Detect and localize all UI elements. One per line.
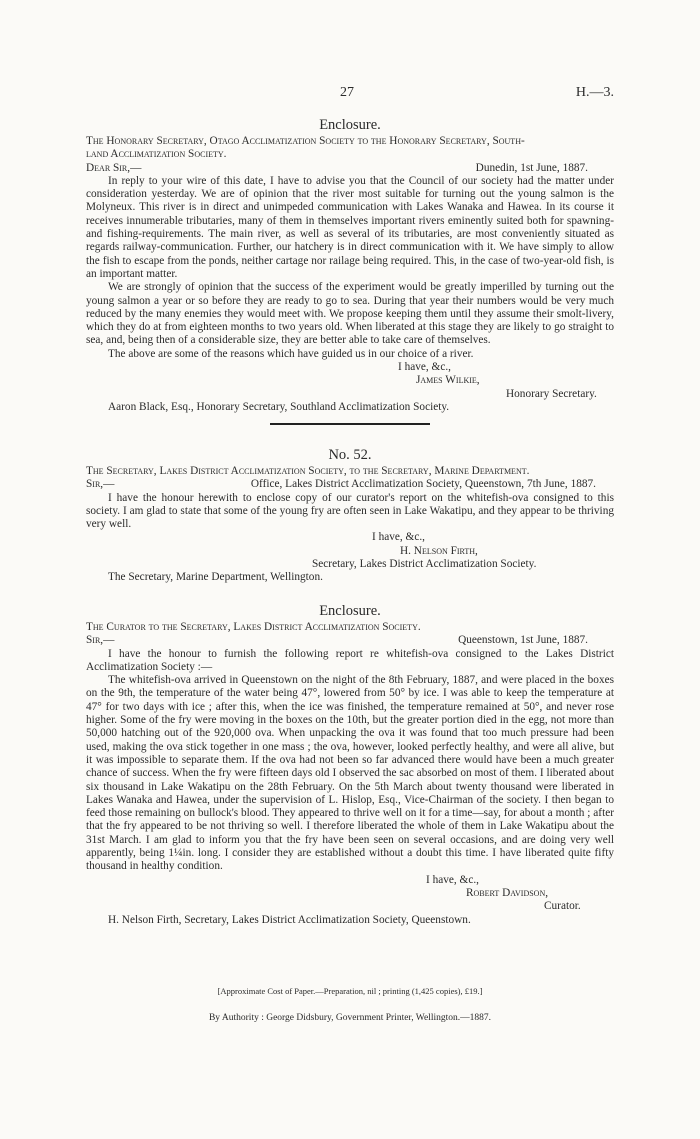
- signer-name: James Wilkie,: [416, 374, 480, 387]
- from-line: The Honorary Secretary, Otago Acclimatization Society to the Honorary Secretary, South-: [86, 135, 525, 147]
- letter-no-52: [86, 446, 614, 585]
- place-date: Queenstown, 1st June, 1887.: [458, 634, 588, 647]
- signer-title: Secretary, Lakes District Acclimatization Society.: [312, 558, 537, 571]
- from-line-cont: land Acclimatization Society.: [86, 148, 227, 161]
- body-paragraph: The above are some of the reasons which have guided us in our choice of a river.: [108, 347, 474, 360]
- addressee: The Secretary, Marine Department, Wellington.: [108, 571, 323, 584]
- enclosure-curator: [86, 602, 614, 927]
- from-line: The Curator to the Secretary, Lakes District Acclimatization Society.: [86, 621, 421, 633]
- place-date: Office, Lakes District Acclimatization Society, Queenstown, 7th June, 1887.: [250, 478, 596, 491]
- salutation: Sir,—: [86, 478, 115, 491]
- closing: I have, &c.,: [426, 873, 480, 886]
- closing: I have, &c.,: [372, 531, 426, 544]
- closing: I have, &c.,: [398, 361, 452, 374]
- cost-note: [Approximate Cost of Paper.—Preparation, nil ; printing (1,425 copies), £19.]: [217, 986, 483, 996]
- enclosure-otago: [86, 116, 614, 433]
- enclosure-heading: Enclosure.: [319, 117, 381, 133]
- salutation: Dear Sir,—: [86, 161, 142, 174]
- section-divider: [270, 423, 430, 425]
- body-paragraph: The whitefish-ova arrived in Queenstown on the night of the 8th February, 1887, and were placed in the boxes on the 9th, the temperature of the water being 47°, lowered from 50° by ice. I was able to keep the temperature at 47° for two days with ice ; after this, when the ice was finished, the temperature remained at 50°, and never rose higher. Some of the fry were moving in the boxes on the 10th, but the greater portion died in the egg, not more than 50,000 hatching out of the 920,000 ova. When unpacking the ova it was found that too much pressure had been used, making the ova stick together in one mass ; the ova, however, looked perfectly healthy, and were all alive, but it was impossible to separate them. If the ova had not been so far advanced there would have been a much greater chance of success. When the fry were fifteen days old I observed the sac absorbed on most of them. I liberated about six thousand in Lake Wakatipu on the 28th February. On the 5th March about twenty thousand were liberated in Lakes Wanaka and Hawea, under the supervision of L. Hislop, Esq., Vice-Chairman of the society. I then began to feed those remaining on bullock's blood. They appeared to thrive well on it for a time—say, for about a month ; after that the fry appeared to be not thriving so well. I therefore liberated the whole of them in Lake Wakatipu about the 31st March. I am glad to inform you that the fry have been seen on several occasions, and are doing very well apparently, being 1¼in. long. I consider they are established without a doubt this time. I have liberated quite fifty thousand in healthy condition.: [86, 674, 614, 873]
- printer-authority: By Authority : George Didsbury, Government Printer, Wellington.—1887.: [208, 1013, 492, 1023]
- signer-name: H. Nelson Firth,: [400, 544, 478, 557]
- signer-title: Curator.: [544, 900, 581, 913]
- signer-title: Honorary Secretary.: [506, 387, 597, 400]
- signer-name: Robert Davidson,: [466, 886, 549, 899]
- salutation: Sir,—: [86, 634, 115, 647]
- salutation-row: [86, 634, 614, 647]
- place-date: Dunedin, 1st June, 1887.: [475, 161, 588, 174]
- salutation-row: [86, 162, 614, 175]
- salutation-row: [86, 478, 614, 491]
- body-paragraph: In reply to your wire of this date, I have to advise you that the Council of our society had the matter under consideration yesterday. We are of opinion that the river most suitable for turning out the young salmon is the Molyneux. This river is in direct and unimpeded communication with Lakes Wanaka and Hawea. In its course it receives innumerable tributaries, many of them in themselves important rivers eminently suited both for spawning- and fishing-requirements. The main river, as well as several of its tributaries, are most conveniently situated as regards railway-communication. Further, our hatchery is in direct communication with it. We have simply to allow the fish to escape from the ponds, neither cartage nor railage being required. This, in the case of two-year-old fish, is an important matter.: [86, 174, 614, 280]
- page-number: 27: [340, 85, 354, 100]
- body-paragraph: I have the honour to furnish the following report re whitefish-ova consigned to the Lakes District Acclimatization Society :—: [86, 647, 614, 673]
- enclosure-heading: Enclosure.: [319, 603, 381, 619]
- from-line: The Secretary, Lakes District Acclimatization Society, to the Secretary, Marine Department.: [86, 465, 530, 477]
- body-paragraph: I have the honour herewith to enclose copy of our curator's report on the whitefish-ova consigned to this society. I am glad to state that some of the young fry are often seen in Lake Wakatipu, and they appear to be thriving very well.: [86, 491, 614, 531]
- letter-heading: No. 52.: [328, 447, 372, 463]
- addressee: H. Nelson Firth, Secretary, Lakes District Acclimatization Society, Queenstown.: [108, 913, 471, 926]
- document-reference: H.—3.: [575, 85, 614, 100]
- body-paragraph: We are strongly of opinion that the success of the experiment would be greatly imperilled by turning out the young salmon a year or so before they are ready to go to sea. During that year their numbers would be very much reduced by the many enemies they would meet with. We propose keeping them until they assume their smolt-livery, which they do at from eighteen months to two years old. When liberated at this stage they are likely to go straight to sea, and, being then of a considerable size, they are better able to take care of themselves.: [86, 281, 614, 347]
- addressee: Aaron Black, Esq., Honorary Secretary, Southland Acclimatization Society.: [108, 400, 450, 413]
